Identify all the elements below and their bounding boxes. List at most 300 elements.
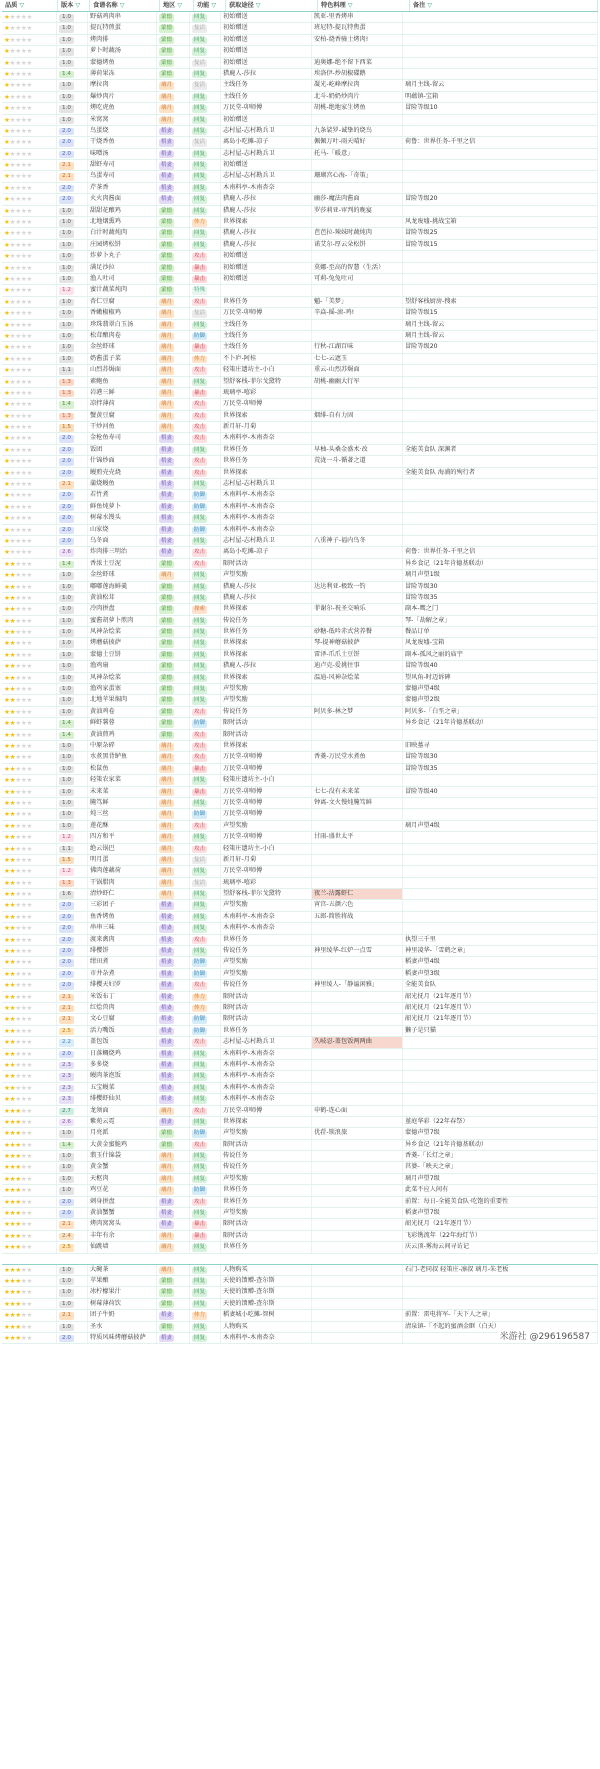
table-row[interactable]	[2, 1276, 598, 1287]
region-cell	[157, 1185, 190, 1195]
function-cell	[190, 809, 221, 819]
region-cell	[157, 285, 190, 295]
source-cell: 初始赠送	[221, 46, 312, 56]
table-row[interactable]	[2, 900, 598, 911]
filter-icon[interactable]: ▽	[177, 2, 183, 9]
table-row[interactable]	[2, 320, 598, 331]
table-row[interactable]	[2, 547, 598, 558]
star-icon: ★	[20, 400, 27, 409]
table-row[interactable]	[2, 844, 598, 855]
table-row[interactable]	[2, 752, 598, 763]
table-row[interactable]	[2, 1106, 598, 1117]
version-cell	[57, 730, 88, 740]
star-icon: ★	[20, 252, 27, 261]
star-icon: ★	[4, 138, 10, 147]
quality-cell	[2, 912, 57, 922]
table-row[interactable]	[2, 12, 598, 23]
table-row[interactable]	[2, 684, 598, 695]
table-row[interactable]	[2, 445, 598, 456]
version-tag: 1.0	[59, 344, 74, 352]
table-row[interactable]	[2, 980, 598, 991]
table-row[interactable]	[2, 1083, 598, 1094]
table-row[interactable]	[2, 1231, 598, 1242]
table-row[interactable]	[2, 525, 598, 536]
table-row[interactable]	[2, 673, 598, 684]
table-row[interactable]	[2, 1128, 598, 1139]
table-row[interactable]	[2, 263, 598, 274]
source-cell: 天使的馈赠-查尔斯	[221, 1287, 312, 1297]
function-tag: 回复	[194, 583, 206, 590]
star-icon: ★	[4, 1083, 10, 1092]
version-tag: 2.1	[59, 1221, 74, 1229]
function-tag: 防御	[194, 1187, 206, 1194]
recipe-name: 金丝虾球	[88, 342, 157, 352]
star-icon: ★	[20, 183, 27, 192]
function-tag: 回复	[194, 515, 206, 522]
table-row[interactable]	[2, 240, 598, 251]
table-row[interactable]	[2, 513, 598, 524]
quality-cell	[2, 661, 57, 671]
table-row[interactable]	[2, 468, 598, 479]
header-function[interactable]: 功能 ▽	[194, 0, 226, 11]
table-row[interactable]	[2, 433, 598, 444]
star-icon: ★	[9, 183, 16, 192]
table-row[interactable]	[2, 536, 598, 547]
version-tag: 1.3	[59, 379, 74, 387]
star-icon: ★	[9, 593, 16, 602]
dish-cell	[312, 821, 403, 831]
quality-cell	[2, 228, 57, 238]
table-row[interactable]	[2, 342, 598, 353]
table-row[interactable]	[2, 171, 598, 182]
source-cell: 声望奖励	[221, 1208, 312, 1218]
table-row[interactable]	[2, 638, 598, 649]
table-row[interactable]	[2, 912, 598, 923]
star-icon: ★	[26, 571, 33, 580]
function-tag: 回复	[194, 1175, 206, 1182]
star-icon: ★	[15, 867, 21, 876]
table-row[interactable]	[2, 1299, 598, 1310]
header-remark[interactable]: 备注 ▽	[410, 0, 598, 11]
region-cell	[157, 160, 190, 170]
table-row[interactable]	[2, 1310, 598, 1321]
table-row[interactable]	[2, 1014, 598, 1025]
filter-icon[interactable]: ▽	[19, 2, 25, 9]
star-icon: ★	[26, 1276, 33, 1285]
table-row[interactable]	[2, 206, 598, 217]
source-cell	[221, 285, 312, 295]
star-icon: ★	[26, 480, 33, 489]
table-row[interactable]	[2, 80, 598, 91]
table-row[interactable]	[2, 354, 598, 365]
quality-stars	[4, 958, 32, 966]
function-cell	[190, 866, 221, 876]
function-cell	[190, 171, 221, 181]
quality-cell	[2, 1208, 57, 1218]
star-icon: ★	[26, 126, 33, 135]
table-row[interactable]	[2, 1049, 598, 1060]
table-row[interactable]	[2, 502, 598, 513]
source-cell: 初始赠送	[221, 23, 312, 33]
table-row[interactable]	[2, 331, 598, 342]
star-icon: ★	[26, 1095, 33, 1104]
table-row[interactable]	[2, 957, 598, 968]
quality-stars	[4, 1266, 32, 1274]
table-row[interactable]	[2, 137, 598, 148]
table-row[interactable]	[2, 821, 598, 832]
table-row[interactable]	[2, 126, 598, 137]
star-icon: ★	[4, 571, 10, 580]
version-cell	[57, 627, 88, 637]
table-row[interactable]	[2, 878, 598, 889]
quality-cell	[2, 1242, 57, 1252]
star-icon: ★	[15, 1129, 21, 1138]
table-row[interactable]	[2, 695, 598, 706]
region-cell	[157, 126, 190, 136]
table-row[interactable]	[2, 35, 598, 46]
star-icon: ★	[4, 878, 10, 887]
dish-cell	[312, 1208, 403, 1218]
remark-cell: 冒险等级15	[403, 240, 598, 250]
star-icon: ★	[20, 1163, 27, 1172]
table-row[interactable]	[2, 1026, 598, 1037]
dish-cell	[312, 320, 403, 330]
function-cell	[190, 1060, 221, 1070]
quality-cell	[2, 35, 57, 45]
dish-cell: 早柚-头桑金盛术·改	[312, 445, 403, 455]
star-icon: ★	[15, 47, 21, 56]
table-row[interactable]	[2, 935, 598, 946]
function-tag: 攻击	[194, 458, 206, 465]
region-cell	[157, 468, 190, 478]
table-row[interactable]	[2, 1265, 598, 1276]
star-icon: ★	[26, 377, 33, 386]
star-icon: ★	[26, 229, 33, 238]
star-icon: ★	[4, 480, 10, 489]
remark-cell	[403, 900, 598, 910]
region-tag: 璃月	[161, 105, 173, 112]
table-row[interactable]	[2, 479, 598, 490]
region-tag: 蒙德	[161, 48, 173, 55]
table-row[interactable]	[2, 661, 598, 672]
table-row[interactable]	[2, 217, 598, 228]
version-tag: 1.2	[59, 287, 74, 295]
recipe-name: 腌笃鲜	[88, 798, 157, 808]
table-row[interactable]	[2, 1003, 598, 1014]
table-row[interactable]	[2, 297, 598, 308]
table-row[interactable]	[2, 377, 598, 388]
table-row[interactable]	[2, 490, 598, 501]
function-cell	[190, 1299, 221, 1309]
table-row[interactable]	[2, 274, 598, 285]
table-row[interactable]	[2, 992, 598, 1003]
function-cell	[190, 570, 221, 580]
star-icon: ★	[15, 1209, 21, 1218]
star-icon: ★	[9, 1231, 16, 1240]
filter-icon[interactable]: ▽	[427, 2, 433, 9]
version-cell	[57, 217, 88, 227]
table-row[interactable]	[2, 718, 598, 729]
table-row[interactable]	[2, 1242, 598, 1253]
table-row[interactable]	[2, 1185, 598, 1196]
region-tag: 稻妻	[161, 1221, 173, 1228]
table-row[interactable]	[2, 388, 598, 399]
table-row[interactable]	[2, 809, 598, 820]
recipe-name: 苹果酿	[88, 1276, 157, 1286]
quality-cell	[2, 946, 57, 956]
table-row[interactable]	[2, 604, 598, 615]
table-row[interactable]	[2, 285, 598, 296]
table-row[interactable]	[2, 627, 598, 638]
table-row[interactable]	[2, 582, 598, 593]
remark-cell	[403, 490, 598, 500]
header-dish[interactable]: 特色料理 ▽	[318, 0, 410, 11]
dish-cell: 重云-山烈苏焗面	[312, 365, 403, 375]
function-cell	[190, 638, 221, 648]
function-cell	[190, 673, 221, 683]
table-row[interactable]	[2, 160, 598, 171]
table-row[interactable]	[2, 92, 598, 103]
source-cell: 不卜庐-阿桂	[221, 354, 312, 364]
header-name[interactable]: 食谱名称 ▽	[90, 0, 160, 11]
table-row[interactable]	[2, 1140, 598, 1151]
star-icon: ★	[4, 981, 10, 990]
version-tag: 2.0	[59, 185, 74, 193]
table-row[interactable]	[2, 1151, 598, 1162]
dish-cell	[312, 1197, 403, 1207]
table-row[interactable]	[2, 1094, 598, 1105]
star-icon: ★	[9, 1003, 16, 1012]
remark-cell: 蒙德声望2级	[403, 695, 598, 705]
table-row[interactable]	[2, 764, 598, 775]
function-tag: 回复	[194, 1118, 206, 1125]
quality-cell	[2, 900, 57, 910]
table-row[interactable]	[2, 23, 598, 34]
version-cell	[57, 228, 88, 238]
version-cell	[57, 285, 88, 295]
table-row[interactable]	[2, 787, 598, 798]
table-row[interactable]	[2, 1197, 598, 1208]
table-row[interactable]	[2, 456, 598, 467]
region-tag: 璃月	[161, 1153, 173, 1160]
region-tag: 璃月	[161, 868, 173, 875]
region-cell	[157, 1276, 190, 1286]
star-icon: ★	[26, 297, 33, 306]
table-row[interactable]	[2, 730, 598, 741]
function-cell	[190, 160, 221, 170]
filter-icon[interactable]: ▽	[75, 2, 81, 9]
header-quality[interactable]: 品质 ▽	[2, 0, 58, 11]
star-icon: ★	[9, 286, 16, 295]
star-icon: ★	[4, 1197, 10, 1206]
function-tag: 复活	[194, 59, 206, 66]
star-icon: ★	[15, 628, 21, 637]
quality-stars	[4, 993, 32, 1001]
star-icon: ★	[9, 685, 16, 694]
region-cell	[157, 217, 190, 227]
filter-icon[interactable]: ▽	[347, 2, 353, 9]
version-cell	[57, 752, 88, 762]
table-row[interactable]	[2, 1037, 598, 1048]
version-tag: 2.0	[59, 1210, 74, 1218]
table-row[interactable]	[2, 889, 598, 900]
table-row[interactable]	[2, 103, 598, 114]
version-tag: 1.3	[59, 390, 74, 398]
table-row[interactable]	[2, 616, 598, 627]
table-row[interactable]	[2, 1117, 598, 1128]
dish-cell	[312, 1026, 403, 1036]
remark-cell: 石门-老同叔 轻策庄-凛叔 璃月-朱老板	[403, 1265, 598, 1275]
header-version[interactable]: 版本 ▽	[58, 0, 90, 11]
star-icon: ★	[4, 104, 10, 113]
star-icon: ★	[15, 981, 21, 990]
remark-cell	[403, 1037, 598, 1047]
filter-icon[interactable]: ▽	[255, 2, 261, 9]
star-icon: ★	[15, 616, 21, 625]
star-icon: ★	[15, 821, 21, 830]
table-row[interactable]	[2, 923, 598, 934]
table-row[interactable]	[2, 228, 598, 239]
filter-icon[interactable]: ▽	[211, 2, 217, 9]
recipe-name: 树莓薄荷饮	[88, 1299, 157, 1309]
quality-cell	[2, 730, 57, 740]
table-row[interactable]	[2, 183, 598, 194]
table-row[interactable]	[2, 866, 598, 877]
region-tag: 璃月	[161, 412, 173, 419]
star-icon: ★	[20, 958, 27, 967]
region-cell	[157, 1071, 190, 1081]
recipe-name: 炸萝卜丸子	[88, 251, 157, 261]
function-cell	[190, 923, 221, 933]
star-icon: ★	[9, 707, 16, 716]
table-row[interactable]	[2, 969, 598, 980]
star-icon: ★	[9, 901, 16, 910]
table-row[interactable]	[2, 46, 598, 57]
version-tag: 1.0	[59, 606, 74, 614]
version-cell	[57, 1140, 88, 1150]
function-cell	[190, 616, 221, 626]
table-row[interactable]	[2, 149, 598, 160]
dish-cell: 北斗-奶奶炒肉片	[312, 92, 403, 102]
star-icon: ★	[9, 787, 16, 796]
star-icon: ★	[20, 981, 27, 990]
table-row[interactable]	[2, 1162, 598, 1173]
quality-stars	[4, 799, 32, 807]
table-row[interactable]	[2, 58, 598, 69]
function-cell	[190, 331, 221, 341]
star-icon: ★	[26, 206, 33, 215]
table-row[interactable]	[2, 194, 598, 205]
table-row[interactable]	[2, 1060, 598, 1071]
recipe-name: 鸟蛋烧	[88, 126, 157, 136]
table-row[interactable]	[2, 855, 598, 866]
dish-cell: 久岐忍-盖包饭两两曲	[312, 1037, 403, 1047]
version-tag: 1.5	[59, 424, 74, 432]
table-row[interactable]	[2, 798, 598, 809]
star-icon: ★	[9, 195, 16, 204]
version-cell	[57, 171, 88, 181]
star-icon: ★	[26, 35, 33, 44]
table-row[interactable]	[2, 775, 598, 786]
function-cell	[190, 878, 221, 888]
star-icon: ★	[15, 844, 21, 853]
remark-cell: 荷鲁：世界任务-千里之信	[403, 547, 598, 557]
recipe-name: 水煮黑背鲈鱼	[88, 752, 157, 762]
table-row[interactable]	[2, 650, 598, 661]
table-row[interactable]	[2, 411, 598, 422]
table-row[interactable]	[2, 365, 598, 376]
function-cell	[190, 855, 221, 865]
watermark: 米游社 @296196587	[498, 1329, 592, 1342]
star-icon: ★	[15, 947, 21, 956]
star-icon: ★	[15, 924, 21, 933]
table-row[interactable]	[2, 115, 598, 126]
star-icon: ★	[4, 1186, 10, 1195]
quality-stars	[4, 1118, 32, 1126]
quality-cell	[2, 582, 57, 592]
table-row[interactable]	[2, 69, 598, 80]
version-cell	[57, 137, 88, 147]
table-row[interactable]	[2, 251, 598, 262]
filter-icon[interactable]: ▽	[119, 2, 125, 9]
source-cell: 天使的馈赠-查尔斯	[221, 1276, 312, 1286]
table-row[interactable]	[2, 741, 598, 752]
dish-cell	[312, 684, 403, 694]
source-cell: 新月轩-月菊	[221, 422, 312, 432]
table-row[interactable]	[2, 1287, 598, 1298]
table-row[interactable]	[2, 593, 598, 604]
table-row[interactable]	[2, 399, 598, 410]
region-tag: 稻妻	[161, 1084, 173, 1091]
version-tag: 1.0	[59, 48, 74, 56]
function-tag: 回复	[194, 93, 206, 100]
version-tag: 1.4	[59, 1142, 74, 1150]
star-icon: ★	[9, 1265, 16, 1274]
table-row[interactable]	[2, 422, 598, 433]
table-row[interactable]	[2, 559, 598, 570]
region-tag: 稻妻	[161, 1118, 173, 1125]
recipe-name: 米窝窝	[88, 115, 157, 125]
star-icon: ★	[4, 969, 10, 978]
region-tag: 蒙德	[161, 275, 173, 282]
table-row[interactable]	[2, 308, 598, 319]
dish-cell	[312, 547, 403, 557]
table-row[interactable]	[2, 570, 598, 581]
function-tag: 攻击	[194, 845, 206, 852]
table-row[interactable]	[2, 1219, 598, 1230]
star-icon: ★	[26, 274, 33, 283]
star-icon: ★	[9, 935, 16, 944]
table-row[interactable]	[2, 1071, 598, 1082]
recipe-name: 鸡豆花	[88, 1185, 157, 1195]
table-row[interactable]	[2, 946, 598, 957]
header-source[interactable]: 获取途径 ▽	[226, 0, 318, 11]
star-icon: ★	[20, 1186, 27, 1195]
table-row[interactable]	[2, 1174, 598, 1185]
star-icon: ★	[4, 776, 10, 785]
header-region[interactable]: 地区 ▽	[160, 0, 194, 11]
remark-cell	[403, 365, 598, 375]
recipe-name: 鲜虾薯蓉	[88, 718, 157, 728]
region-tag: 稻妻	[161, 492, 173, 499]
table-row[interactable]	[2, 707, 598, 718]
region-cell	[157, 604, 190, 614]
table-row[interactable]	[2, 832, 598, 843]
region-tag: 稻妻	[161, 936, 173, 943]
quality-cell	[2, 1287, 57, 1297]
star-icon: ★	[15, 639, 21, 648]
table-row[interactable]	[2, 1208, 598, 1219]
